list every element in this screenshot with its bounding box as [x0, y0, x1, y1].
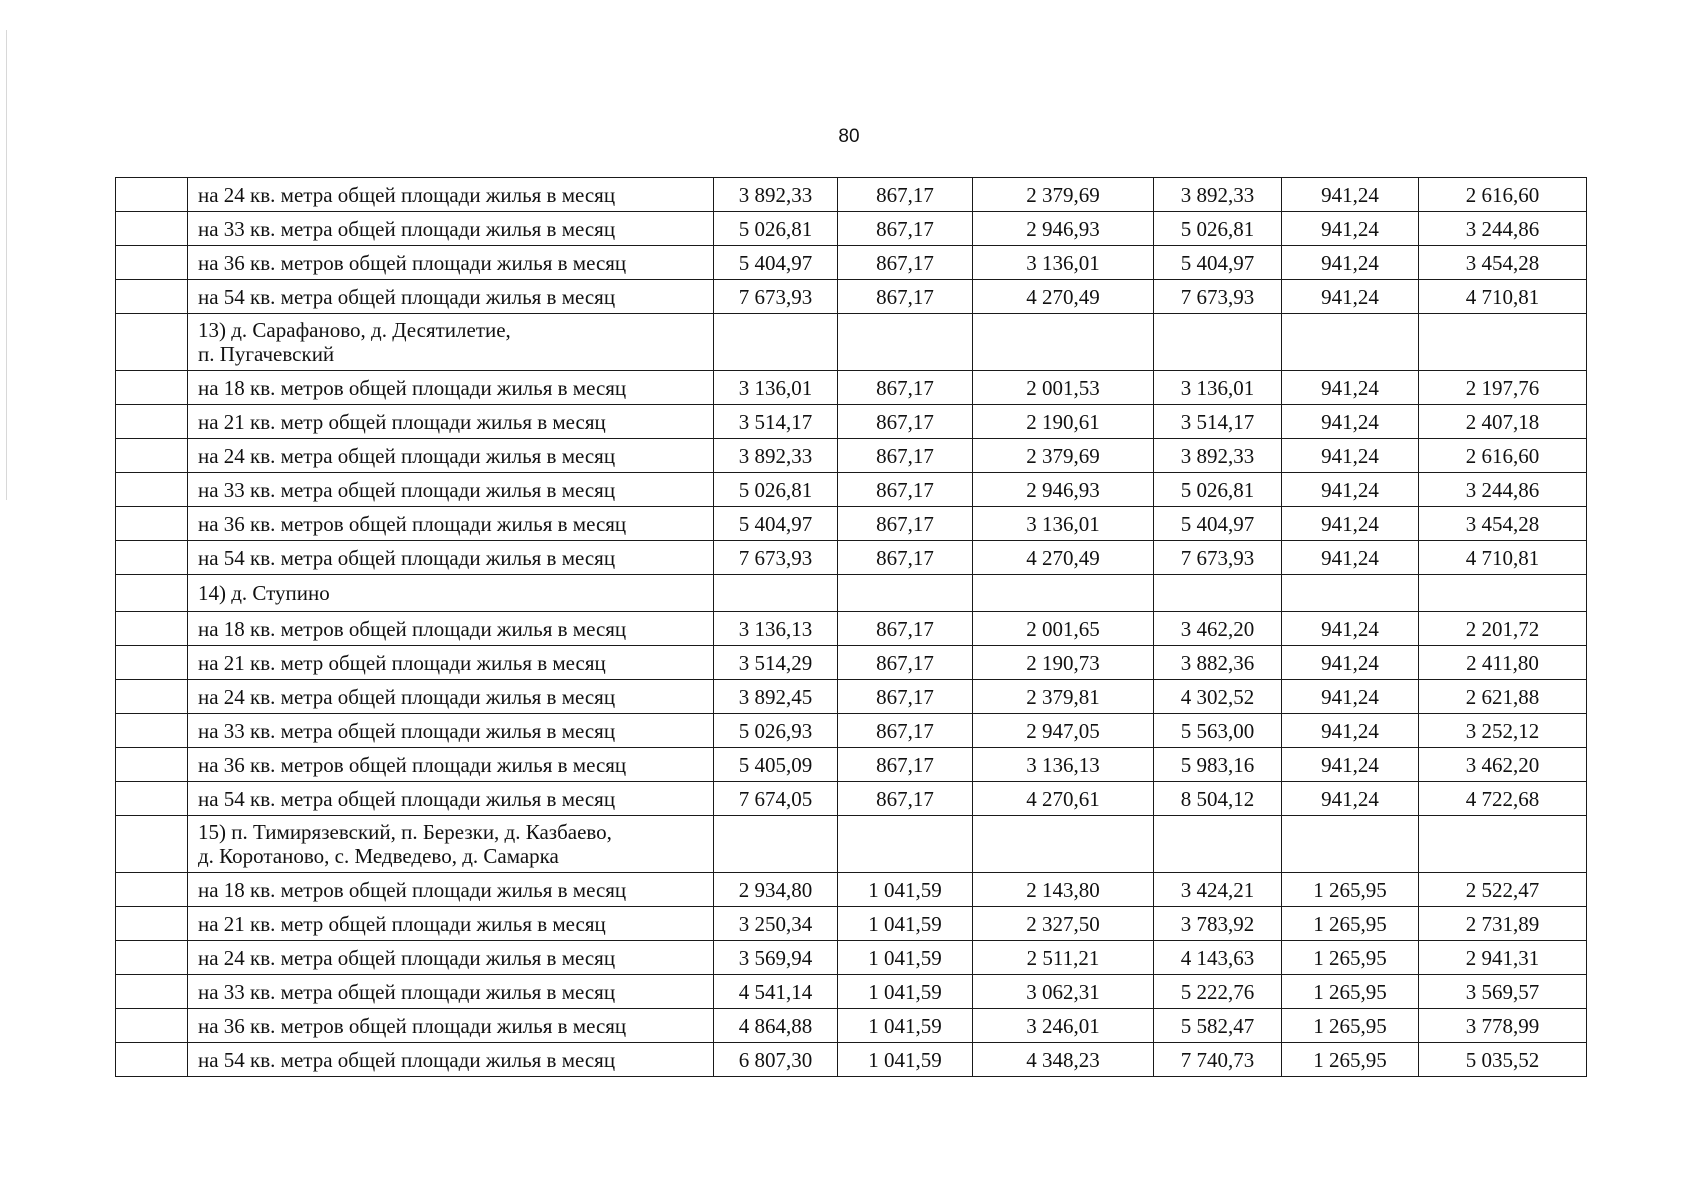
value-cell: 2 934,80 — [714, 873, 838, 907]
value-cell: 3 892,33 — [714, 439, 838, 473]
value-cell: 867,17 — [838, 405, 973, 439]
row-index-cell — [116, 507, 188, 541]
value-cell — [714, 816, 838, 873]
row-index-cell — [116, 680, 188, 714]
value-cell: 4 722,68 — [1419, 782, 1587, 816]
row-index-cell — [116, 212, 188, 246]
value-cell: 2 001,53 — [973, 371, 1154, 405]
value-cell: 2 379,81 — [973, 680, 1154, 714]
value-cell: 4 864,88 — [714, 1009, 838, 1043]
value-cell: 867,17 — [838, 178, 973, 212]
value-cell: 941,24 — [1282, 782, 1419, 816]
value-cell: 5 026,81 — [1154, 212, 1282, 246]
row-index-cell — [116, 541, 188, 575]
value-cell: 3 892,33 — [1154, 439, 1282, 473]
area-label: на 33 кв. метра общей площади жилья в месяц — [188, 473, 714, 507]
value-cell: 3 462,20 — [1419, 748, 1587, 782]
value-cell: 5 035,52 — [1419, 1043, 1587, 1077]
row-index-cell — [116, 1009, 188, 1043]
table-row — [116, 439, 1587, 473]
section-header-row — [116, 816, 1587, 873]
table-row — [116, 246, 1587, 280]
value-cell: 1 265,95 — [1282, 1009, 1419, 1043]
value-cell: 4 710,81 — [1419, 280, 1587, 314]
value-cell: 3 514,29 — [714, 646, 838, 680]
row-index-cell — [116, 575, 188, 612]
value-cell: 3 250,34 — [714, 907, 838, 941]
value-cell: 941,24 — [1282, 280, 1419, 314]
value-cell: 2 731,89 — [1419, 907, 1587, 941]
value-cell: 4 270,49 — [973, 280, 1154, 314]
value-cell: 941,24 — [1282, 405, 1419, 439]
value-cell: 2 143,80 — [973, 873, 1154, 907]
area-label: на 21 кв. метр общей площади жилья в месяц — [188, 646, 714, 680]
value-cell: 2 947,05 — [973, 714, 1154, 748]
value-cell: 5 404,97 — [714, 507, 838, 541]
area-label: на 18 кв. метров общей площади жилья в месяц — [188, 371, 714, 405]
value-cell: 3 462,20 — [1154, 612, 1282, 646]
value-cell: 1 041,59 — [838, 1009, 973, 1043]
table-row — [116, 507, 1587, 541]
value-cell: 3 136,01 — [1154, 371, 1282, 405]
table-row — [116, 748, 1587, 782]
value-cell: 2 327,50 — [973, 907, 1154, 941]
value-cell: 2 621,88 — [1419, 680, 1587, 714]
value-cell: 3 882,36 — [1154, 646, 1282, 680]
section-title-line: д. Коротаново, с. Медведево, д. Самарка — [198, 843, 559, 868]
row-index-cell — [116, 1043, 188, 1077]
value-cell: 5 582,47 — [1154, 1009, 1282, 1043]
row-index-cell — [116, 941, 188, 975]
value-cell: 5 404,97 — [1154, 507, 1282, 541]
section-header-row — [116, 575, 1587, 612]
row-index-cell — [116, 975, 188, 1009]
value-cell: 941,24 — [1282, 680, 1419, 714]
area-label: на 24 кв. метра общей площади жилья в месяц — [188, 439, 714, 473]
value-cell: 7 673,93 — [1154, 541, 1282, 575]
value-cell: 3 136,01 — [714, 371, 838, 405]
area-label: на 54 кв. метра общей площади жилья в месяц — [188, 280, 714, 314]
table-row — [116, 1009, 1587, 1043]
value-cell: 7 673,93 — [714, 541, 838, 575]
value-cell: 3 062,31 — [973, 975, 1154, 1009]
table-row — [116, 941, 1587, 975]
table-row — [116, 646, 1587, 680]
value-cell: 2 379,69 — [973, 439, 1154, 473]
value-cell: 1 041,59 — [838, 941, 973, 975]
value-cell: 5 404,97 — [714, 246, 838, 280]
value-cell: 3 252,12 — [1419, 714, 1587, 748]
table-row — [116, 975, 1587, 1009]
value-cell: 2 379,69 — [973, 178, 1154, 212]
value-cell — [1154, 575, 1282, 612]
area-label: на 33 кв. метра общей площади жилья в месяц — [188, 975, 714, 1009]
area-label: на 21 кв. метр общей площади жилья в месяц — [188, 405, 714, 439]
section-header-row — [116, 314, 1587, 371]
value-cell: 3 892,33 — [1154, 178, 1282, 212]
page-number: 80 — [838, 126, 860, 147]
value-cell: 941,24 — [1282, 646, 1419, 680]
value-cell — [1282, 816, 1419, 873]
value-cell: 3 136,13 — [714, 612, 838, 646]
value-cell: 1 041,59 — [838, 907, 973, 941]
value-cell: 867,17 — [838, 280, 973, 314]
value-cell: 4 710,81 — [1419, 541, 1587, 575]
value-cell: 2 407,18 — [1419, 405, 1587, 439]
area-label: на 36 кв. метров общей площади жилья в месяц — [188, 246, 714, 280]
value-cell: 5 026,93 — [714, 714, 838, 748]
value-cell — [838, 816, 973, 873]
value-cell: 4 270,61 — [973, 782, 1154, 816]
value-cell: 867,17 — [838, 748, 973, 782]
value-cell: 1 265,95 — [1282, 941, 1419, 975]
value-cell: 7 673,93 — [1154, 280, 1282, 314]
table-row — [116, 371, 1587, 405]
value-cell: 867,17 — [838, 646, 973, 680]
value-cell — [1154, 314, 1282, 371]
value-cell: 867,17 — [838, 612, 973, 646]
value-cell: 867,17 — [838, 507, 973, 541]
value-cell: 7 674,05 — [714, 782, 838, 816]
section-title — [188, 314, 714, 371]
area-label: на 24 кв. метра общей площади жилья в месяц — [188, 680, 714, 714]
value-cell: 3 892,33 — [714, 178, 838, 212]
table-row — [116, 782, 1587, 816]
value-cell: 2 946,93 — [973, 212, 1154, 246]
value-cell: 1 041,59 — [838, 975, 973, 1009]
value-cell: 2 201,72 — [1419, 612, 1587, 646]
value-cell: 2 616,60 — [1419, 439, 1587, 473]
value-cell: 4 541,14 — [714, 975, 838, 1009]
row-index-cell — [116, 907, 188, 941]
table-row — [116, 680, 1587, 714]
value-cell: 3 569,94 — [714, 941, 838, 975]
row-index-cell — [116, 371, 188, 405]
value-cell: 941,24 — [1282, 212, 1419, 246]
value-cell: 867,17 — [838, 680, 973, 714]
area-label: на 54 кв. метра общей площади жилья в месяц — [188, 1043, 714, 1077]
value-cell: 941,24 — [1282, 612, 1419, 646]
value-cell: 941,24 — [1282, 748, 1419, 782]
value-cell: 3 778,99 — [1419, 1009, 1587, 1043]
area-label: на 36 кв. метров общей площади жилья в месяц — [188, 507, 714, 541]
area-label: на 54 кв. метра общей площади жилья в месяц — [188, 541, 714, 575]
value-cell: 867,17 — [838, 439, 973, 473]
area-label: на 33 кв. метра общей площади жилья в месяц — [188, 212, 714, 246]
value-cell — [973, 314, 1154, 371]
value-cell: 3 136,01 — [973, 507, 1154, 541]
value-cell: 3 244,86 — [1419, 473, 1587, 507]
area-label: на 36 кв. метров общей площади жилья в месяц — [188, 1009, 714, 1043]
value-cell: 2 001,65 — [973, 612, 1154, 646]
value-cell — [1282, 314, 1419, 371]
row-index-cell — [116, 714, 188, 748]
table-row — [116, 873, 1587, 907]
value-cell: 941,24 — [1282, 371, 1419, 405]
value-cell — [838, 314, 973, 371]
row-index-cell — [116, 178, 188, 212]
table-row — [116, 1043, 1587, 1077]
value-cell: 2 190,73 — [973, 646, 1154, 680]
value-cell: 941,24 — [1282, 714, 1419, 748]
value-cell: 1 265,95 — [1282, 1043, 1419, 1077]
area-label: на 24 кв. метра общей площади жилья в месяц — [188, 941, 714, 975]
value-cell: 3 454,28 — [1419, 507, 1587, 541]
area-label: на 54 кв. метра общей площади жилья в месяц — [188, 782, 714, 816]
row-index-cell — [116, 873, 188, 907]
table-row — [116, 541, 1587, 575]
value-cell: 1 041,59 — [838, 873, 973, 907]
row-index-cell — [116, 748, 188, 782]
value-cell: 941,24 — [1282, 178, 1419, 212]
area-label: на 24 кв. метра общей площади жилья в месяц — [188, 178, 714, 212]
row-index-cell — [116, 782, 188, 816]
value-cell: 2 941,31 — [1419, 941, 1587, 975]
tariff-table — [115, 177, 1587, 1077]
section-title-line: п. Пугачевский — [198, 341, 335, 366]
value-cell: 941,24 — [1282, 439, 1419, 473]
value-cell: 3 569,57 — [1419, 975, 1587, 1009]
value-cell: 5 026,81 — [714, 212, 838, 246]
section-title-line: 14) д. Ступино — [198, 580, 330, 605]
row-index-cell — [116, 314, 188, 371]
area-label: на 33 кв. метра общей площади жилья в месяц — [188, 714, 714, 748]
value-cell: 941,24 — [1282, 541, 1419, 575]
row-index-cell — [116, 439, 188, 473]
value-cell: 2 197,76 — [1419, 371, 1587, 405]
value-cell: 1 041,59 — [838, 1043, 973, 1077]
value-cell: 4 143,63 — [1154, 941, 1282, 975]
value-cell: 3 454,28 — [1419, 246, 1587, 280]
value-cell: 3 892,45 — [714, 680, 838, 714]
value-cell: 4 270,49 — [973, 541, 1154, 575]
value-cell: 3 783,92 — [1154, 907, 1282, 941]
value-cell: 867,17 — [838, 541, 973, 575]
value-cell — [714, 575, 838, 612]
value-cell: 5 983,16 — [1154, 748, 1282, 782]
table-row — [116, 714, 1587, 748]
value-cell: 6 807,30 — [714, 1043, 838, 1077]
area-label: на 21 кв. метр общей площади жилья в месяц — [188, 907, 714, 941]
value-cell — [714, 314, 838, 371]
value-cell: 5 404,97 — [1154, 246, 1282, 280]
scan-margin-line — [6, 30, 7, 500]
section-title-line: 13) д. Сарафаново, д. Десятилетие, — [198, 317, 511, 342]
value-cell: 1 265,95 — [1282, 873, 1419, 907]
row-index-cell — [116, 646, 188, 680]
value-cell: 867,17 — [838, 782, 973, 816]
value-cell: 2 946,93 — [973, 473, 1154, 507]
row-index-cell — [116, 246, 188, 280]
value-cell: 2 190,61 — [973, 405, 1154, 439]
table-row — [116, 907, 1587, 941]
row-index-cell — [116, 405, 188, 439]
value-cell: 3 246,01 — [973, 1009, 1154, 1043]
value-cell: 3 244,86 — [1419, 212, 1587, 246]
value-cell: 5 222,76 — [1154, 975, 1282, 1009]
value-cell: 2 511,21 — [973, 941, 1154, 975]
value-cell: 3 514,17 — [1154, 405, 1282, 439]
value-cell: 5 405,09 — [714, 748, 838, 782]
value-cell: 7 740,73 — [1154, 1043, 1282, 1077]
value-cell: 867,17 — [838, 212, 973, 246]
table-row — [116, 280, 1587, 314]
value-cell: 1 265,95 — [1282, 975, 1419, 1009]
value-cell: 1 265,95 — [1282, 907, 1419, 941]
table-row — [116, 178, 1587, 212]
value-cell — [1419, 314, 1587, 371]
value-cell — [1154, 816, 1282, 873]
value-cell: 5 026,81 — [714, 473, 838, 507]
value-cell — [1282, 575, 1419, 612]
area-label: на 18 кв. метров общей площади жилья в месяц — [188, 612, 714, 646]
value-cell: 941,24 — [1282, 246, 1419, 280]
value-cell: 3 424,21 — [1154, 873, 1282, 907]
value-cell: 2 522,47 — [1419, 873, 1587, 907]
value-cell — [838, 575, 973, 612]
row-index-cell — [116, 816, 188, 873]
value-cell: 5 563,00 — [1154, 714, 1282, 748]
row-index-cell — [116, 612, 188, 646]
area-label: на 18 кв. метров общей площади жилья в месяц — [188, 873, 714, 907]
table-row — [116, 473, 1587, 507]
section-title-line: 15) п. Тимирязевский, п. Березки, д. Казбаево, — [198, 819, 612, 844]
value-cell: 2 411,80 — [1419, 646, 1587, 680]
value-cell: 3 514,17 — [714, 405, 838, 439]
value-cell: 3 136,13 — [973, 748, 1154, 782]
section-title — [188, 575, 714, 612]
row-index-cell — [116, 473, 188, 507]
value-cell: 4 348,23 — [973, 1043, 1154, 1077]
value-cell: 5 026,81 — [1154, 473, 1282, 507]
table-row — [116, 212, 1587, 246]
table-row — [116, 405, 1587, 439]
section-title — [188, 816, 714, 873]
row-index-cell — [116, 280, 188, 314]
value-cell: 867,17 — [838, 714, 973, 748]
value-cell — [1419, 816, 1587, 873]
value-cell: 3 136,01 — [973, 246, 1154, 280]
value-cell: 867,17 — [838, 473, 973, 507]
value-cell — [973, 816, 1154, 873]
value-cell: 867,17 — [838, 371, 973, 405]
value-cell: 2 616,60 — [1419, 178, 1587, 212]
value-cell — [973, 575, 1154, 612]
value-cell: 7 673,93 — [714, 280, 838, 314]
value-cell: 941,24 — [1282, 507, 1419, 541]
value-cell: 867,17 — [838, 246, 973, 280]
table-row — [116, 612, 1587, 646]
value-cell — [1419, 575, 1587, 612]
area-label: на 36 кв. метров общей площади жилья в месяц — [188, 748, 714, 782]
value-cell: 8 504,12 — [1154, 782, 1282, 816]
tariff-table-body — [116, 178, 1587, 1077]
value-cell: 941,24 — [1282, 473, 1419, 507]
value-cell: 4 302,52 — [1154, 680, 1282, 714]
